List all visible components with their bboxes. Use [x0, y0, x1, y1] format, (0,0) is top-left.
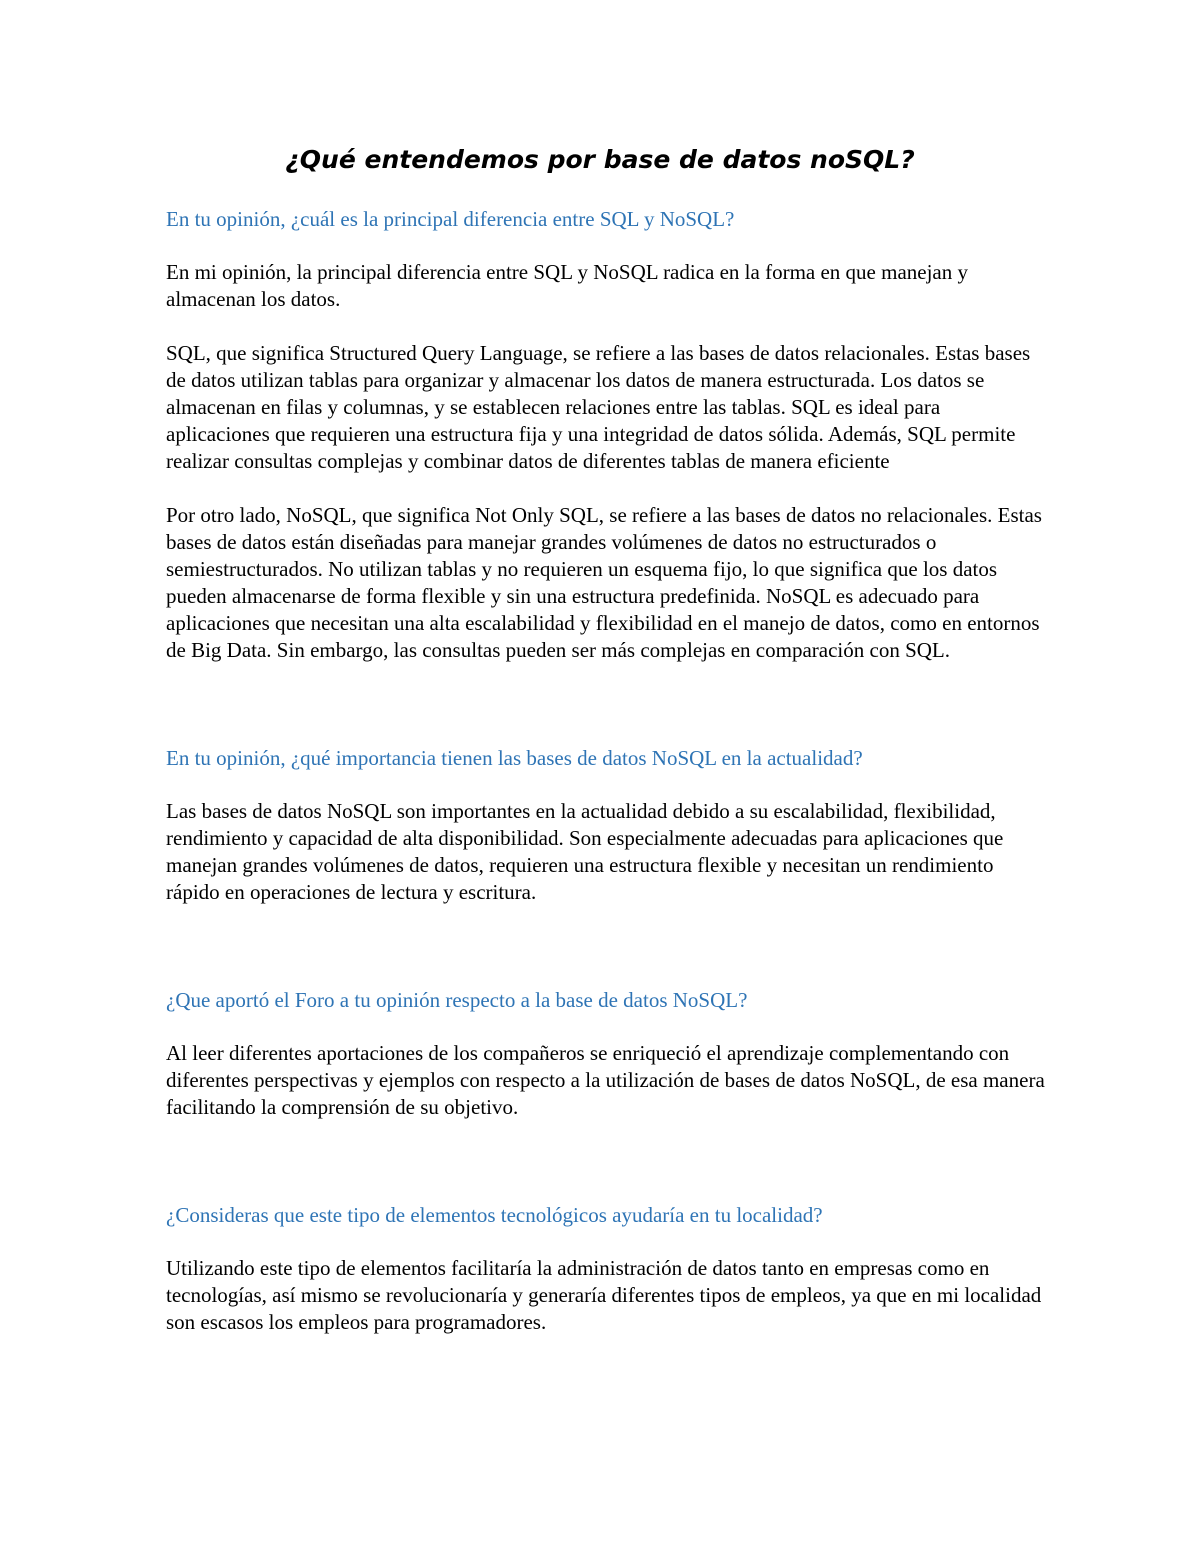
answer-paragraph: SQL, que significa Structured Query Language, se refiere a las bases de datos relacionales. Estas bases de datos utilizan tablas para organizar y almacenar los datos de manera estructurada. Los datos se almacenan en filas y columnas, y se establecen relaciones entre las tablas. SQL es ideal para aplicaciones que requieren una estructura fija y una integridad de datos sólida. Además, SQL permite realizar consultas complejas y combinar datos de diferentes tablas de manera eficiente — [166, 341, 1031, 473]
answer-paragraph: Utilizando este tipo de elementos facilitaría la administración de datos tanto en empresas como en tecnologías, así mismo se revolucionaría y generaría diferentes tipos de empleos, ya que en mi localidad son escasos los empleos para programadores. — [166, 1256, 1042, 1334]
document-title: ¿Qué entendemos por base de datos noSQL? — [285, 145, 915, 174]
question-heading: ¿Consideras que este tipo de elementos tecnológicos ayudaría en tu localidad? — [166, 1203, 823, 1227]
question-heading: ¿Que aportó el Foro a tu opinión respecto a la base de datos NoSQL? — [166, 988, 748, 1012]
document-body — [166, 206, 1046, 1336]
question-heading: En tu opinión, ¿qué importancia tienen las bases de datos NoSQL en la actualidad? — [166, 746, 863, 770]
question-heading: En tu opinión, ¿cuál es la principal diferencia entre SQL y NoSQL? — [166, 207, 735, 231]
answer-paragraph: Al leer diferentes aportaciones de los compañeros se enriqueció el aprendizaje complementando con diferentes perspectivas y ejemplos con respecto a la utilización de bases de datos NoSQL, de esa manera facilitando la comprensión de su objetivo. — [166, 1041, 1045, 1119]
answer-paragraph: Las bases de datos NoSQL son importantes en la actualidad debido a su escalabilidad, flexibilidad, rendimiento y capacidad de alta disponibilidad. Son especialmente adecuadas para aplicaciones que manejan grandes volúmenes de datos, requieren una estructura flexible y necesitan un rendimiento rápido en operaciones de lectura y escritura. — [166, 799, 1004, 904]
answer-paragraph: En mi opinión, la principal diferencia entre SQL y NoSQL radica en la forma en que manejan y almacenan los datos. — [166, 260, 968, 311]
answer-paragraph: Por otro lado, NoSQL, que significa Not Only SQL, se refiere a las bases de datos no relacionales. Estas bases de datos están diseñadas para manejar grandes volúmenes de datos no estructurados o semiestructurados. No utilizan tablas y no requieren un esquema fijo, lo que significa que los datos pueden almacenarse de forma flexible y sin una estructura predefinida. NoSQL es adecuado para aplicaciones que necesitan una alta escalabilidad y flexibilidad en el manejo de datos, como en entornos de Big Data. Sin embargo, las consultas pueden ser más complejas en comparación con SQL. — [166, 503, 1042, 662]
